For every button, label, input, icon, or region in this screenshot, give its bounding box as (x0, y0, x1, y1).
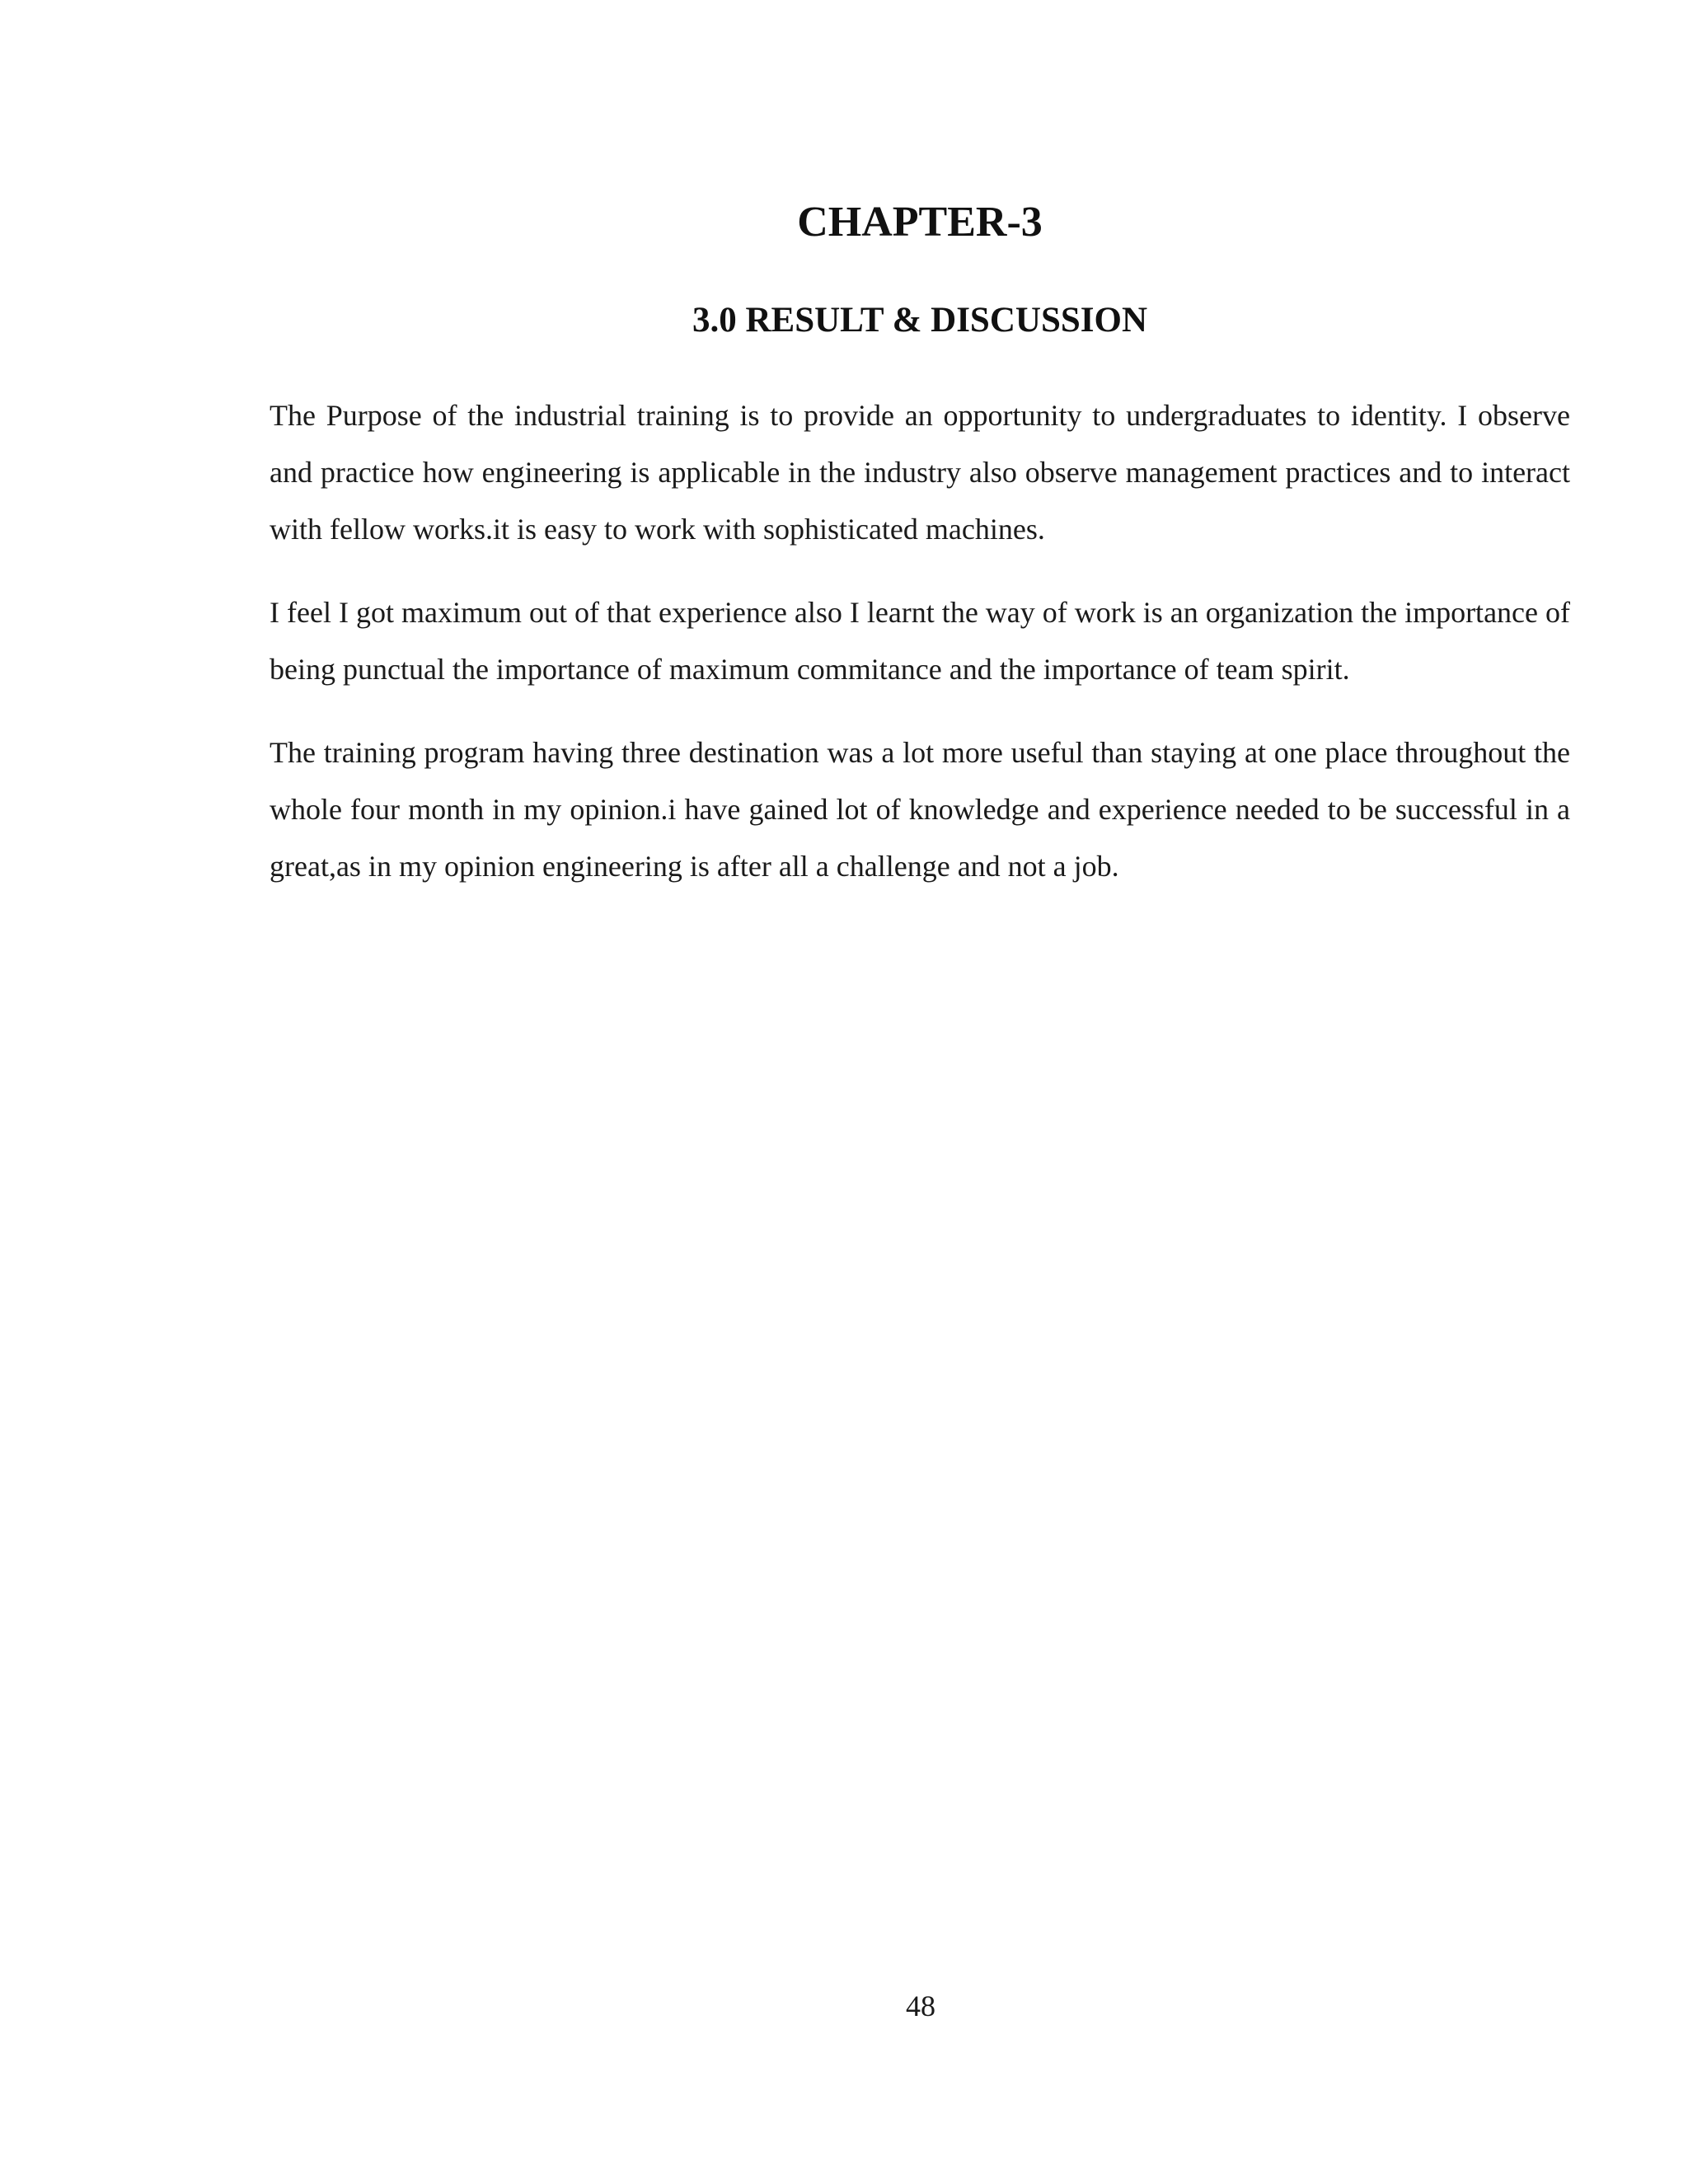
paragraph-training-program: The training program having three destination was a lot more useful than staying at one place throughout the whole four month in my opinion.i have gained lot of knowledge and experience needed to be successful in a great,as in my opinion engineering is after all a challenge and not a job. (270, 736, 1570, 883)
section-title: 3.0 RESULT & DISCUSSION (692, 301, 1148, 340)
body-text (270, 387, 1570, 921)
page-number: 48 (906, 1990, 935, 2022)
paragraph-purpose: The Purpose of the industrial training is to provide an opportunity to undergraduates to identity. I observe and practice how engineering is applicable in the industry also observe management practices and to interact with fellow works.it is easy to work with sophisticated machines. (270, 399, 1570, 546)
chapter-title: CHAPTER-3 (797, 199, 1043, 246)
paragraph-experience: I feel I got maximum out of that experience also I learnt the way of work is an organization the importance of being punctual the importance of maximum commitance and the importance of team spirit. (270, 596, 1570, 686)
